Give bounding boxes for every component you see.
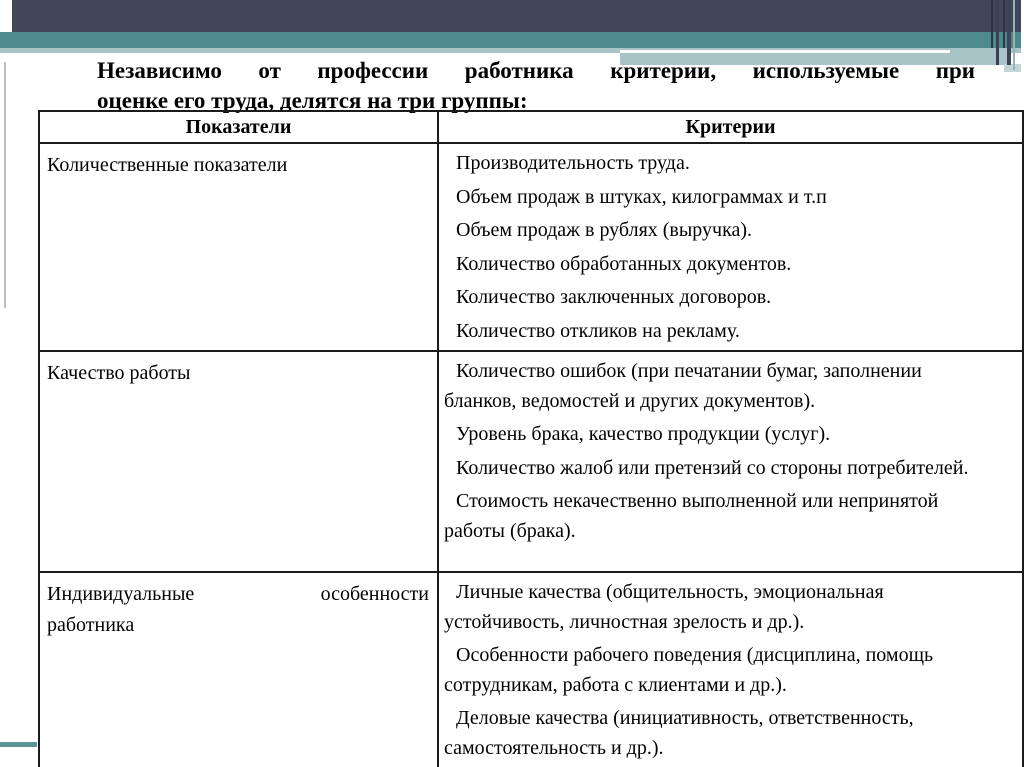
right-edge-stripe bbox=[1013, 0, 1015, 70]
top-bar-teal bbox=[0, 32, 1021, 48]
column-header-indicators: Показатели bbox=[39, 111, 438, 143]
table-header-row bbox=[39, 111, 1023, 143]
indicator-cell: Качество работы bbox=[39, 351, 438, 572]
indicator-cell: Количественные показатели bbox=[39, 143, 438, 351]
criteria-item: Производительность труда. bbox=[456, 152, 690, 174]
criteria-table bbox=[38, 110, 1024, 767]
slide-title-line-1: Независимо от профессии работника критерии, используемые при bbox=[97, 58, 975, 83]
criteria-item: Деловые качества (инициативность, ответственность, самостоятельность и др.). bbox=[444, 707, 914, 759]
criteria-item: Количество заключенных договоров. bbox=[456, 286, 772, 308]
criteria-item: Особенности рабочего поведения (дисциплина, помощь сотрудникам, работа с клиентами и др.). bbox=[444, 644, 934, 696]
indicator-line: работника bbox=[47, 614, 135, 636]
slide-title-line-2: оценке его труда, делятся на три группы: bbox=[97, 88, 528, 113]
criteria-item: Количество откликов на рекламу. bbox=[456, 319, 740, 342]
right-edge-stripe bbox=[1007, 0, 1011, 65]
indicator-line: Индивидуальные особенности bbox=[47, 583, 429, 605]
column-header-criteria: Критерии bbox=[438, 111, 1023, 143]
indicator-cell bbox=[39, 572, 438, 767]
criteria-item: Личные качества (общительность, эмоциональная устойчивость, личностная зрелость и др.). bbox=[444, 581, 884, 633]
right-edge-stripe bbox=[991, 0, 993, 48]
table-row-individual bbox=[39, 572, 1023, 767]
top-bar-dark bbox=[12, 0, 1021, 32]
right-edge-stripe bbox=[1003, 0, 1005, 48]
criteria-item: Объем продаж в штуках, килограммах и т.п bbox=[456, 185, 827, 208]
criteria-item: Количество обработанных документов. bbox=[456, 252, 792, 275]
right-edge-stripe bbox=[996, 0, 999, 65]
bottom-left-accent bbox=[0, 742, 37, 747]
criteria-item: Количество ошибок (при печатании бумаг, заполнении бланков, ведомостей и других документов). bbox=[444, 360, 922, 412]
criteria-item: Уровень брака, качество продукции (услуг). bbox=[456, 423, 831, 445]
criteria-item: Стоимость некачественно выполненной или непринятой работы (брака). bbox=[444, 490, 939, 542]
slide-title bbox=[97, 56, 975, 116]
criteria-item: Объем продаж в рублях (выручка). bbox=[456, 219, 753, 241]
table-row-quality bbox=[39, 351, 1023, 572]
criteria-cell bbox=[438, 143, 1023, 351]
table-row-quantitative bbox=[39, 143, 1023, 351]
criteria-cell bbox=[438, 572, 1023, 767]
criteria-item: Количество жалоб или претензий со стороны потребителей. bbox=[456, 456, 969, 479]
left-accent-line bbox=[4, 62, 6, 308]
criteria-cell bbox=[438, 351, 1023, 572]
